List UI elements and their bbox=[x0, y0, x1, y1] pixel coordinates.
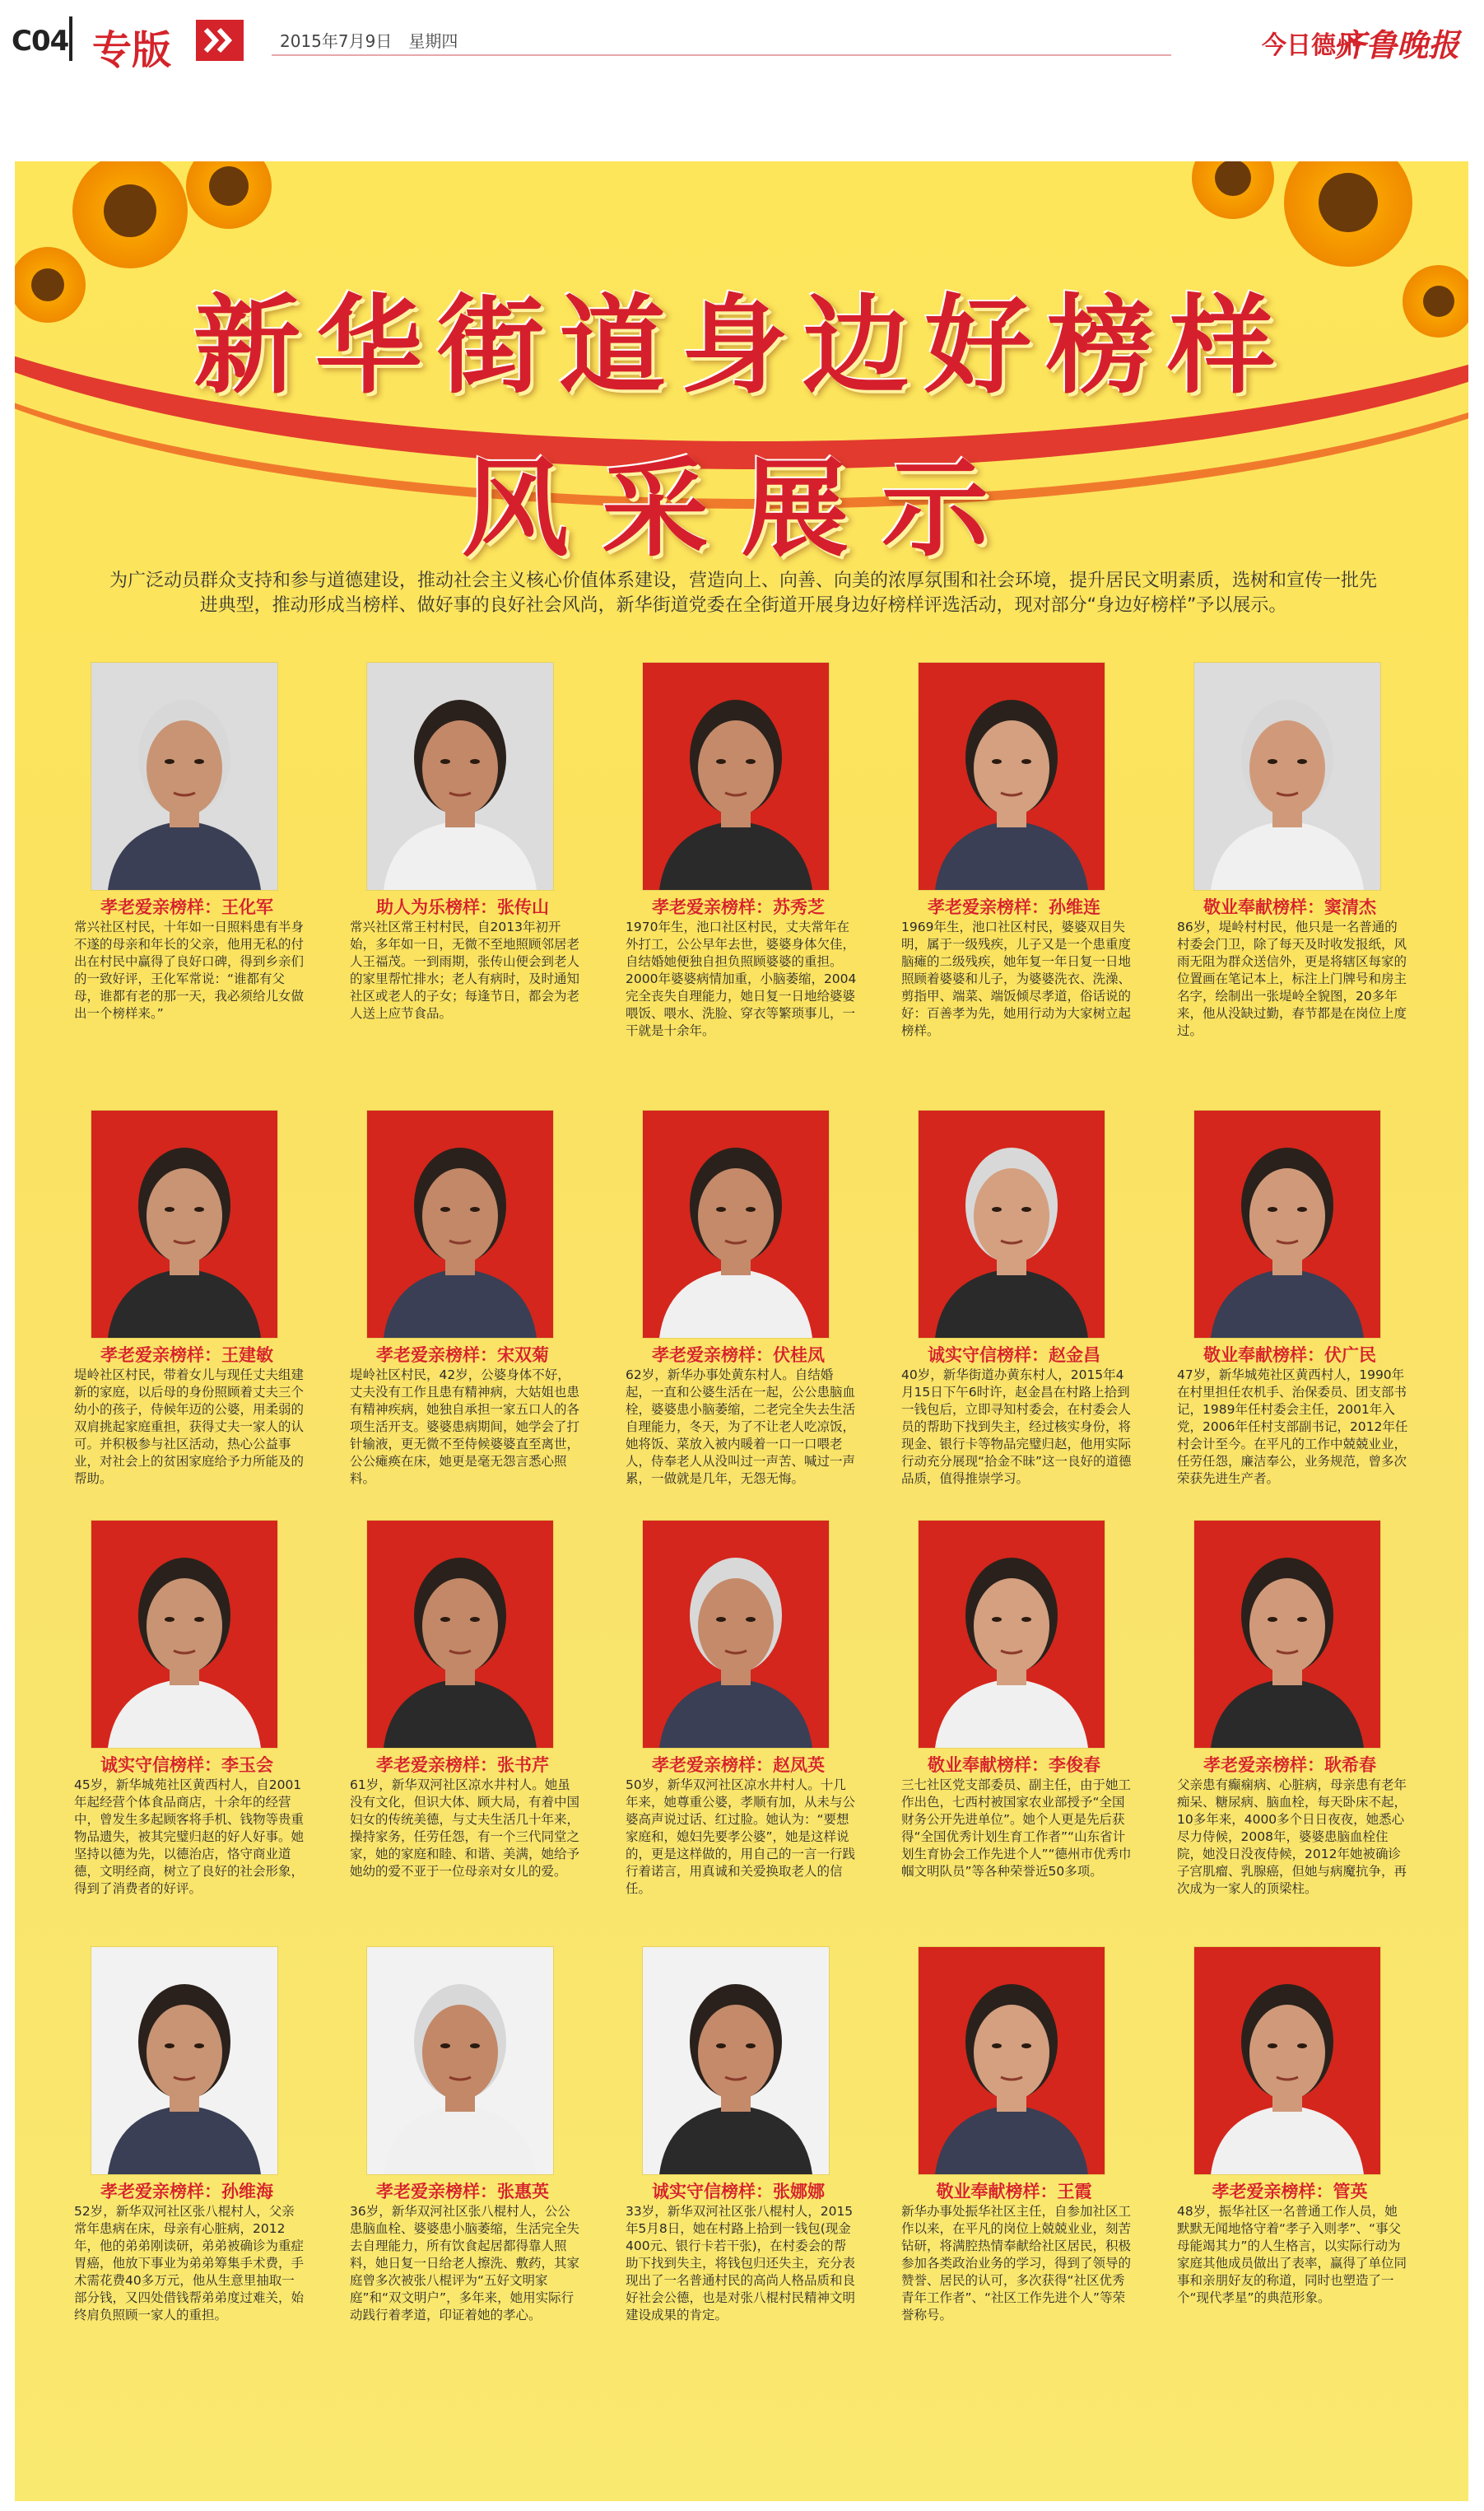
profile-caption: 诚实守信榜样：李玉会 bbox=[100, 1755, 273, 1775]
header-rule bbox=[272, 54, 1171, 56]
profile-caption: 敬业奉献榜样：窦清杰 bbox=[1203, 897, 1376, 917]
portrait-photo bbox=[918, 1110, 1105, 1339]
portrait-photo bbox=[366, 662, 554, 891]
profile-caption: 助人为乐榜样：张传山 bbox=[376, 897, 549, 917]
profile-caption: 敬业奉献榜样：王霞 bbox=[936, 2182, 1092, 2201]
portrait-photo bbox=[91, 1946, 278, 2175]
profile-caption: 孝老爱亲榜样：张惠英 bbox=[376, 2182, 549, 2201]
portrait-photo bbox=[1193, 662, 1381, 891]
profile-description: 父亲患有癫痫病、心脏病，母亲患有老年痴呆、糖尿病、脑血栓，每天卧床不起，10多年来，4000多个日日夜夜，她悉心尽力侍候，2008年，婆婆患脑血栓住院，她没日没夜侍候，2012年她被确诊子宫肌瘤、乳腺癌，但她与病魔抗争，再次成为一家人的顶梁柱。 bbox=[1177, 1777, 1407, 1896]
profile-description: 堤岭社区村民，42岁，公婆身体不好，丈夫没有工作且患有精神病，大姑姐也患有精神疾病，她独自承担一家五口人的各项生活开支。婆婆患病期间，她学会了打针输液，更无微不至侍候婆婆直至离世，公公瘫痪在床，她更是毫无怨言悉心照料。 bbox=[350, 1367, 580, 1486]
profile-description: 50岁，新华双河社区凉水井村人。十几年来，她尊重公婆，孝顺有加，从未与公婆高声说过话、红过脸。她认为：“要想家庭和，媳妇先要孝公婆”，她是这样说的，更是这样做的，用自己的一言一行践行着诺言，用真诚和关爱换取老人的信任。 bbox=[626, 1777, 856, 1896]
profile-description: 47岁，新华城苑社区黄西村人，1990年在村里担任农机手、治保委员、团支部书记，1989年任村委会主任，2001年入党，2006年任村支部副书记，2012年任村会计至今。在平凡的工作中兢兢业业，任劳任怨，廉洁奉公，业务规范，曾多次荣获先进生产者。 bbox=[1177, 1367, 1408, 1486]
profile-description: 40岁，新华街道办黄东村人，2015年4月15日下午6时许，赵金昌在村路上拾到一钱包后，立即寻知村委会，在村委会人员的帮助下找到失主，经过核实身份，将现金、银行卡等物品完璧归赵，他用实际行动充分展现“拾金不昧”这一良好的道德品质，值得推崇学习。 bbox=[901, 1367, 1132, 1486]
profile-caption: 孝老爱亲榜样：孙维海 bbox=[100, 2182, 273, 2201]
newspaper-logo: 齐鲁晚报 bbox=[1333, 26, 1459, 63]
portrait-photo bbox=[1193, 1110, 1381, 1339]
profile-description: 86岁，堤岭村村民，他只是一名普通的村委会门卫，除了每天及时收发报纸，风雨无阻为群众送信外，更是将辖区每家的位置画在笔记本上，标注上门牌号和房主名字，绘制出一张堤岭全貌图，20多年来，他从没缺过勤，春节都是在岗位上度过。 bbox=[1177, 920, 1407, 1038]
profile-caption: 诚实守信榜样：赵金昌 bbox=[928, 1345, 1100, 1365]
poster bbox=[15, 161, 1468, 2501]
profile-caption: 孝老爱亲榜样：赵凤英 bbox=[652, 1755, 825, 1775]
page-header bbox=[0, 0, 1484, 79]
profile-caption: 孝老爱亲榜样：宋双菊 bbox=[376, 1345, 549, 1365]
profile-caption: 孝老爱亲榜样：苏秀芝 bbox=[652, 897, 825, 917]
issue-date: 2015年7月9日 星期四 bbox=[280, 31, 458, 51]
profile-description: 新华办事处振华社区主任，自参加社区工作以来，在平凡的岗位上兢兢业业，刻苦钻研，将满腔热情奉献给社区居民，积极参加各类政治业务的学习，得到了领导的赞誉、居民的认可，多次获得“社区优秀青年工作者”、“社区工作先进个人”等荣誉称号。 bbox=[901, 2204, 1132, 2322]
portrait-photo bbox=[642, 1520, 830, 1749]
portrait-photo bbox=[642, 1110, 830, 1339]
profile-caption: 孝老爱亲榜样：管英 bbox=[1212, 2182, 1368, 2201]
chevron-right-icon bbox=[196, 20, 244, 61]
header-divider bbox=[69, 16, 72, 61]
profile-caption: 孝老爱亲榜样：耿希春 bbox=[1203, 1755, 1376, 1775]
portrait-photo bbox=[642, 662, 830, 891]
portrait-photo bbox=[642, 1946, 830, 2175]
profile-caption: 孝老爱亲榜样：孙维连 bbox=[928, 897, 1100, 917]
profile-caption: 孝老爱亲榜样：王化军 bbox=[100, 897, 273, 917]
profile-caption: 孝老爱亲榜样：张书芹 bbox=[376, 1755, 549, 1775]
profile-description: 62岁，新华办事处黄东村人。自结婚起，一直和公婆生活在一起，公公患脑血栓，婆婆患小脑萎缩，二老完全失去生活自理能力，冬天，为了不让老人吃凉饭，她将饭、菜放入被内暖着一口一口喂老人，侍奉老人从没叫过一声苦、喊过一声累，一做就是几年，无怨无悔。 bbox=[626, 1367, 856, 1486]
profile-description: 1969年生，池口社区村民，婆婆双目失明，属于一级残疾，儿子又是一个患重度脑瘫的二级残疾，她年复一年日复一日地照顾着婆婆和儿子，为婆婆洗衣、洗澡、剪指甲、端菜、端饭倾尽孝道，俗话说的好：百善孝为先，她用行动为大家树立起榜样。 bbox=[901, 920, 1132, 1038]
profile-caption: 敬业奉献榜样：李俊春 bbox=[928, 1755, 1100, 1775]
portrait-photo bbox=[91, 662, 278, 891]
portrait-photo bbox=[91, 1520, 278, 1749]
page-number: C04 bbox=[12, 25, 69, 58]
header-brand: 今日德州 bbox=[1262, 31, 1361, 60]
portrait-photo bbox=[91, 1110, 278, 1339]
portrait-photo bbox=[918, 662, 1105, 891]
profile-description: 33岁，新华双河社区张八棍村人，2015年5月8日，她在村路上拾到一钱包(现金400元、银行卡若干张)，在村委会的帮助下找到失主，将钱包归还失主，充分表现出了一名普通村民的高尚人格品质和良好社会公德，也是对张八棍村民精神文明建设成果的肯定。 bbox=[626, 2204, 856, 2322]
profile-description: 45岁，新华城苑社区黄西村人，自2001年起经营个体食品商店，十余年的经营中，曾发生多起顾客将手机、钱物等贵重物品遗失，被其完璧归赵的好人好事。她坚持以德为先，以德治店，恪守商业道德，文明经商，树立了良好的社会形象，得到了消费者的好评。 bbox=[74, 1777, 305, 1896]
poster-subtitle: 风采展示 bbox=[461, 445, 1021, 571]
portrait-photo bbox=[366, 1110, 554, 1339]
profile-description: 48岁，振华社区一名普通工作人员，她默默无闻地恪守着“孝子入则孝”、“事父母能竭其力”的人生格言，以实际行动为家庭其他成员做出了表率，赢得了单位同事和亲朋好友的称道，同时也塑造了一个“现代孝星”的典范形象。 bbox=[1177, 2204, 1407, 2305]
profile-caption: 诚实守信榜样：张娜娜 bbox=[652, 2182, 825, 2201]
profile-description: 常兴社区常王村村民，自2013年初开始，多年如一日，无微不至地照顾邻居老人王福茂。一到雨期，张传山便会到老人的家里帮忙排水；老人有病时，及时通知社区或老人的子女；每逢节日，都会为老人送上应节食品。 bbox=[350, 920, 580, 1021]
portrait-photo bbox=[366, 1520, 554, 1749]
profile-caption: 孝老爱亲榜样：王建敏 bbox=[100, 1345, 273, 1365]
portrait-photo bbox=[918, 1946, 1105, 2175]
section-title: 专版 bbox=[92, 27, 172, 73]
profile-caption: 孝老爱亲榜样：伏桂凤 bbox=[652, 1345, 825, 1365]
profile-description: 堤岭社区村民，带着女儿与现任丈夫组建新的家庭，以后母的身份照顾着丈夫三个幼小的孩子，侍候年迈的公婆，用柔弱的双肩挑起家庭重担，获得丈夫一家人的认可。并积极参与社区活动，热心公益事业，对社会上的贫困家庭给予力所能及的帮助。 bbox=[74, 1367, 305, 1486]
portrait-photo bbox=[918, 1520, 1105, 1749]
profile-description: 52岁，新华双河社区张八棍村人，父亲常年患病在床，母亲有心脏病，2012年，他的弟弟刚读研，弟弟被确诊为重症胃癌，他放下事业为弟弟筹集手术费，手术需花费40多万元，他从生意里抽取一部分钱，又四处借钱帮弟弟度过难关，始终肩负照顾一家人的重担。 bbox=[74, 2204, 305, 2322]
portrait-photo bbox=[1193, 1520, 1381, 1749]
profile-description: 常兴社区村民，十年如一日照料患有半身不遂的母亲和年长的父亲，他用无私的付出在村民中赢得了良好口碑，得到乡亲们的一致好评，王化军常说：“谁都有父母，谁都有老的那一天，我必须给儿女做出一个榜样来。” bbox=[74, 920, 305, 1021]
profile-caption: 敬业奉献榜样：伏广民 bbox=[1203, 1345, 1376, 1365]
portrait-photo bbox=[366, 1946, 554, 2175]
profile-description: 61岁，新华双河社区凉水井村人。她虽没有文化，但识大体、顾大局，有着中国妇女的传统美德，与丈夫生活几十年来，操持家务，任劳任怨，有一个三代同堂之家，她的家庭和睦、和谐、美满，她给予她幼的爱不亚于一位母亲对女儿的爱。 bbox=[350, 1777, 580, 1879]
intro-paragraph: 为广泛动员群众支持和参与道德建设，推动社会主义核心价值体系建设，营造向上、向善、向美的浓厚氛围和社会环境，提升居民文明素质，选树和宣传一批先进典型，推动形成当榜样、做好事的良好社会风尚，新华街道党委在全街道开展身边好榜样评选活动，现对部分“身边好榜样”予以展示。 bbox=[109, 571, 1377, 616]
poster-title: 新华街道身边好榜样 bbox=[193, 282, 1290, 408]
profile-description: 1970年生，池口社区村民，丈夫常年在外打工，公公早年去世，婆婆身体欠佳，自结婚她便独自担负照顾婆婆的重担。2000年婆婆病情加重，小脑萎缩，2004完全丧失自理能力，她日复一日地给婆婆喂饭、喂水、洗脸、穿衣等繁琐事儿，一干就是十余年。 bbox=[626, 920, 857, 1038]
portrait-photo bbox=[1193, 1946, 1381, 2175]
profile-description: 三七社区党支部委员、副主任，由于她工作出色，七西村被国家农业部授予“全国财务公开先进单位”。她个人更是先后获得“全国优秀计划生育工作者”“山东省计划生育协会工作先进个人”“德州市优秀巾帼文明队员”等各种荣誉近50多项。 bbox=[901, 1777, 1132, 1879]
profile-description: 36岁，新华双河社区张八棍村人，公公患脑血栓、婆婆患小脑萎缩，生活完全失去自理能力，所有饮食起居都得靠人照料，她日复一日给老人擦洗、敷药，其家庭曾多次被张八棍评为“五好文明家庭”和“双文明户”，多年来，她用实际行动践行着孝道，印证着她的孝心。 bbox=[350, 2204, 580, 2322]
